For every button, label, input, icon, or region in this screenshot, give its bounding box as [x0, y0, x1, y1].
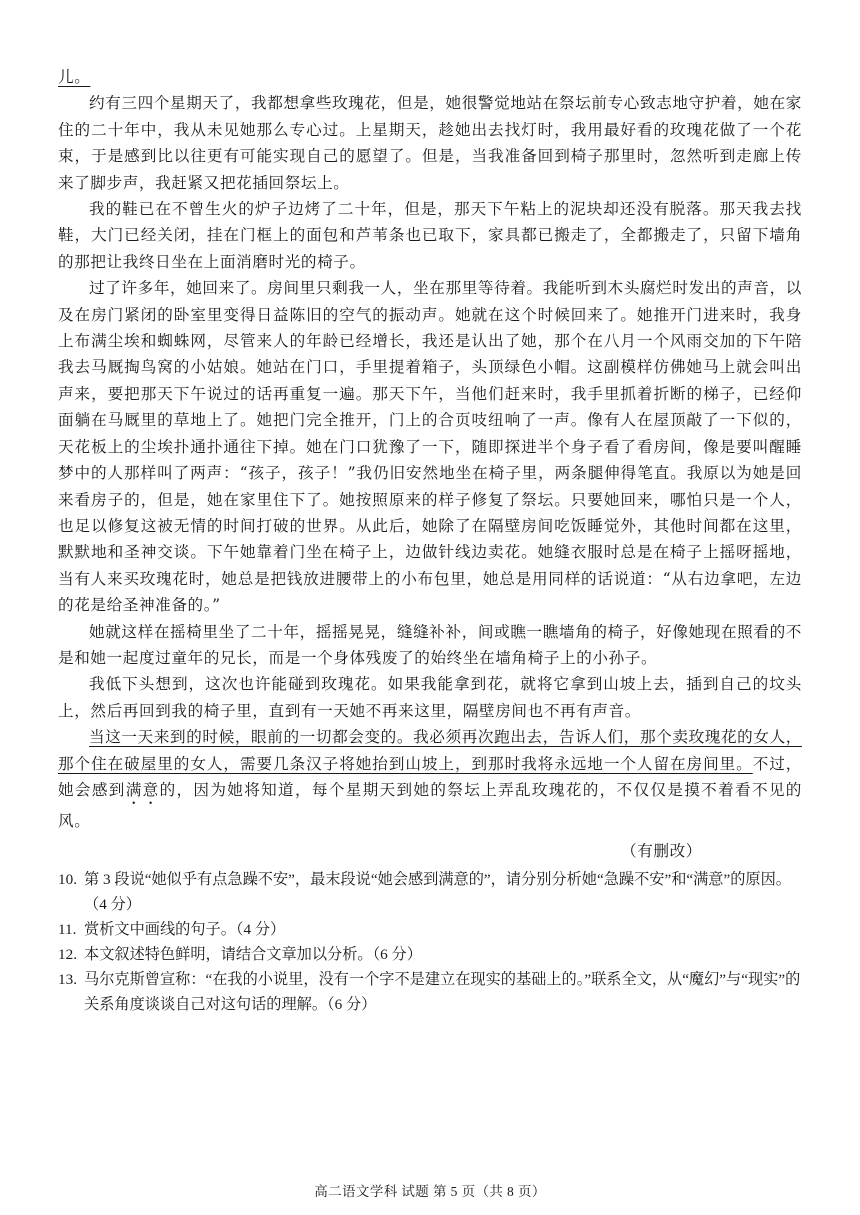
emphasized-word: 满意: [125, 780, 160, 799]
passage-last-paragraph: [58, 724, 802, 834]
question-item: [58, 967, 802, 1017]
passage-paragraph: 我低下头想到，这次也许能碰到玫瑰花。如果我能拿到花，就将它拿到山坡上去，插到自己的坟头上，然后再回到我的椅子里，直到有一天她不再来这里，隔壁房间也不再有声音。: [58, 675, 802, 720]
passage-text: 不过，她会感到: [58, 754, 802, 799]
question-number: 12.: [58, 945, 77, 963]
passage-paragraph: 她就这样在摇椅里坐了二十年，摇摇晃晃，缝缝补补，间或瞧一瞧墙角的椅子，好像她现在照看的不是和她一起度过童年的兄长，而是一个身体残废了的始终坐在墙角椅子上的小孙子。: [58, 622, 802, 667]
passage-paragraph: 约有三四个星期天了，我都想拿些玫瑰花，但是，她很警觉地站在祭坛前专心致志地守护着，她在家住的二十年中，我从未见她那么专心过。上星期天，趁她出去找灯时，我用最好看的玫瑰花做了一个花束，于是感到比以往更有可能实现自己的愿望了。但是，当我准备回到椅子那里时，忽然听到走廊上传来了脚步声，我赶紧又把花插回祭坛上。: [58, 94, 802, 192]
underlined-fragment: 儿。: [58, 68, 91, 86]
passage-line-first: [58, 64, 802, 90]
question-text: 第 3 段说“她似乎有点急躁不安”，最末段说“她会感到满意的”，请分别分析她“急躁不安”和“满意”的原因。（4 分）: [84, 870, 791, 913]
exam-page: [58, 64, 802, 1017]
page-footer: 高二语文学科 试题 第 5 页（共 8 页）: [314, 1184, 546, 1199]
question-text: 赏析文中画线的句子。（4 分）: [84, 920, 286, 938]
question-item: [58, 942, 802, 967]
passage-text: 的，因为她将知道，每个星期天到她的祭坛上弄乱玫瑰花的，不仅仅是摸不着看不见的风。: [58, 780, 802, 830]
question-number: 11.: [58, 920, 77, 938]
underlined-sentence: 当这一天来到的时候，眼前的一切都会变的。我必须再次跑出去，告诉人们，那个卖玫瑰花的女人，那个住在破屋里的女人，需要几条汉子将她抬到山坡上，到那时我将永远地一个人留在房间里。: [58, 728, 802, 773]
question-number: 10.: [58, 870, 77, 888]
passage-paragraph: 我的鞋已在不曾生火的炉子边烤了二十年，但是，那天下午粘上的泥块却还没有脱落。那天我去找鞋，大门已经关闭，挂在门框上的面包和芦苇条也已取下，家具都已搬走了，全都搬走了，只留下墙角的那把让我终日坐在上面消磨时光的椅子。: [58, 200, 802, 271]
question-text: 本文叙述特色鲜明，请结合文章加以分析。（6 分）: [84, 945, 422, 963]
reading-passage: [58, 64, 802, 865]
question-text: 马尔克斯曾宣称：“在我的小说里，没有一个字不是建立在现实的基础上的。”联系全文，从“魔幻”与“现实”的关系角度谈谈自己对这句话的理解。（6 分）: [84, 970, 801, 1013]
question-item: [58, 867, 802, 917]
passage-paragraph: 过了许多年，她回来了。房间里只剩我一人，坐在那里等待着。我能听到木头腐烂时发出的声音，以及在房门紧闭的卧室里变得日益陈旧的空气的振动声。她就在这个时候回来了。她推开门进来时，我身上布满尘埃和蜘蛛网，尽管来人的年龄已经增长，我还是认出了她，那个在八月一个风雨交加的下午陪我去马厩掏鸟窝的小姑娘。她站在门口，手里提着箱子，头顶绿色小帽。这副模样仿佛她马上就会叫出声来，要把那天下午说过的话再重复一遍。那天下午，当他们赶来时，我手里抓着折断的梯子，已经仰面躺在马厩里的草地上了。她把门完全推开，门上的合页吱纽响了一声。像有人在屋顶敲了一下似的，天花板上的尘埃扑通扑通往下掉。她在门口犹豫了一下，随即探进半个身子看了看房间，像是要叫醒睡梦中的人那样叫了两声：“孩子，孩子！”我仍旧安然地坐在椅子里，两条腿伸得笔直。我原以为她是回来看房子的，但是，她在家里住下了。她按照原来的样子修复了祭坛。只要她回来，哪怕只是一个人，也足以修复这被无情的时间打破的世界。从此后，她除了在隔壁房间吃饭睡觉外，其他时间都在这里，默默地和圣神交谈。下午她靠着门坐在椅子上，边做针线边卖花。她缝衣服时总是在椅子上摇呀摇地，当有人来买玫瑰花时，她总是把钱放进腰带上的小布包里，她总是用同样的话说道：“从右边拿吧，左边的花是给圣神准备的。”: [58, 279, 802, 615]
question-item: [58, 917, 802, 942]
question-number: 13.: [58, 970, 77, 988]
question-list: [58, 867, 802, 1017]
source-note: （有删改）: [621, 842, 702, 861]
